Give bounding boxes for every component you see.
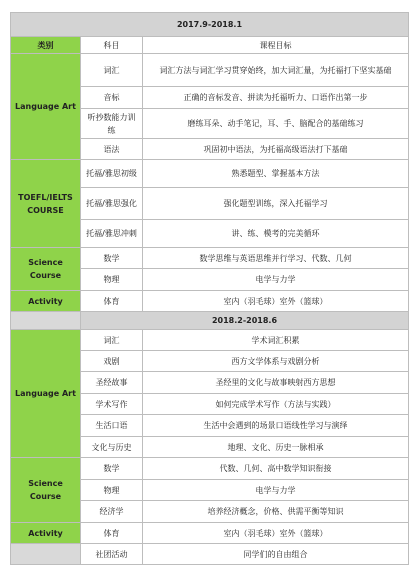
- goal-cell: 室内（羽毛球）室外（篮球）: [143, 523, 409, 544]
- category-cell: Language Art: [11, 54, 81, 160]
- table-row: [11, 330, 409, 351]
- goal-cell: 如何完成学术写作（方法与实践）: [143, 394, 409, 415]
- subject-cell: 文化与历史: [81, 437, 143, 458]
- period-1-header: 2017.9-2018.1: [11, 13, 409, 37]
- goal-cell: 强化题型训练，深入托福学习: [143, 188, 409, 220]
- header-subject: 科目: [81, 37, 143, 54]
- header-category: 类别: [11, 37, 81, 54]
- subject-cell: 词汇: [81, 330, 143, 351]
- goal-cell: 正确的音标发音、拼读为托福听力、口语作出第一步: [143, 87, 409, 109]
- goal-cell: 数学思维与英语思维并行学习、代数、几何: [143, 248, 409, 269]
- header-goal: 课程目标: [143, 37, 409, 54]
- goal-cell: 磨练耳朵、动手笔记，耳、手、脑配合的基础练习: [143, 109, 409, 139]
- goal-cell: 西方文学体系与戏剧分析: [143, 351, 409, 372]
- goal-cell: 电学与力学: [143, 269, 409, 291]
- goal-cell: 地理、文化、历史一脉相承: [143, 437, 409, 458]
- subject-cell: 数学: [81, 458, 143, 480]
- subject-cell: 托福/雅思冲刺: [81, 220, 143, 248]
- subject-cell: 托福/雅思初级: [81, 160, 143, 188]
- subject-cell: 词汇: [81, 54, 143, 87]
- goal-cell: 电学与力学: [143, 480, 409, 501]
- period-row: [11, 13, 409, 37]
- category-cell: Activity: [11, 523, 81, 544]
- subject-cell: 听抄数能力训练: [81, 109, 143, 139]
- subject-cell: 数学: [81, 248, 143, 269]
- goal-cell: 词汇方法与词汇学习贯穿始终，加大词汇量，为托福打下坚实基础: [143, 54, 409, 87]
- period-row: [11, 312, 409, 330]
- subject-cell: 托福/雅思强化: [81, 188, 143, 220]
- goal-cell: 学术词汇积累: [143, 330, 409, 351]
- subject-cell: 物理: [81, 480, 143, 501]
- subject-cell: 圣经故事: [81, 372, 143, 394]
- period-2-header: 2018.2-2018.6: [81, 312, 409, 330]
- category-cell: TOEFL/IELTS COURSE: [11, 160, 81, 248]
- table-row: [11, 248, 409, 269]
- goal-cell: 圣经里的文化与故事映射西方思想: [143, 372, 409, 394]
- category-cell-empty: [11, 544, 81, 565]
- goal-cell: 培养经济概念，价格、供需平衡等知识: [143, 501, 409, 523]
- table-header-row: [11, 37, 409, 54]
- course-table: [10, 12, 409, 565]
- goal-cell: 生活中会遇到的场景口语线性学习与演绎: [143, 415, 409, 437]
- category-cell: Science Course: [11, 248, 81, 291]
- goal-cell: 熟悉题型、掌握基本方法: [143, 160, 409, 188]
- goal-cell: 讲、练、模考的完美循环: [143, 220, 409, 248]
- goal-cell: 室内（羽毛球）室外（篮球）: [143, 291, 409, 312]
- category-cell: Language Art: [11, 330, 81, 458]
- subject-cell: 体育: [81, 291, 143, 312]
- category-cell: Activity: [11, 291, 81, 312]
- table-row: [11, 291, 409, 312]
- subject-cell: 学术写作: [81, 394, 143, 415]
- period-2-blank: [11, 312, 81, 330]
- top-strip: [0, 0, 415, 12]
- table-row: [11, 160, 409, 188]
- subject-cell: 音标: [81, 87, 143, 109]
- subject-cell: 社团活动: [81, 544, 143, 565]
- table-row: [11, 54, 409, 87]
- subject-cell: 体育: [81, 523, 143, 544]
- table-row: [11, 458, 409, 480]
- subject-cell: 经济学: [81, 501, 143, 523]
- table-row: [11, 523, 409, 544]
- goal-cell: 同学们的自由组合: [143, 544, 409, 565]
- subject-cell: 戏剧: [81, 351, 143, 372]
- goal-cell: 代数、几何、高中数学知识衔接: [143, 458, 409, 480]
- table-row: [11, 544, 409, 565]
- subject-cell: 语法: [81, 139, 143, 160]
- subject-cell: 生活口语: [81, 415, 143, 437]
- category-cell: Science Course: [11, 458, 81, 523]
- subject-cell: 物理: [81, 269, 143, 291]
- goal-cell: 巩固初中语法，为托福高级语法打下基础: [143, 139, 409, 160]
